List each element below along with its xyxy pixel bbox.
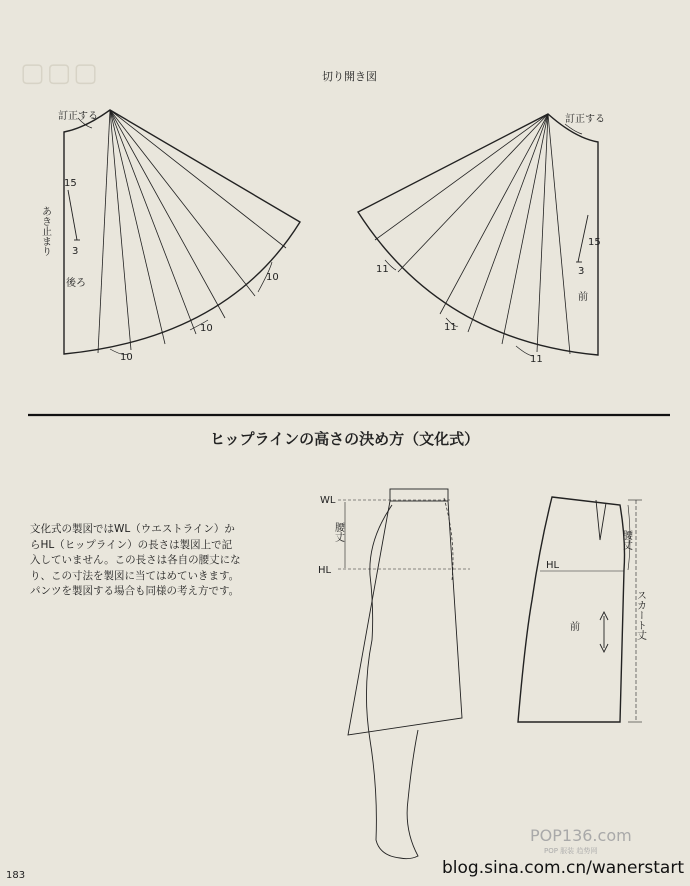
left-num-3: 3 [72,246,79,257]
left-num-10a: 10 [266,272,279,283]
right-num-11c: 11 [530,354,543,365]
body-skirt-figure [338,489,470,859]
hl-label-left: HL [318,565,332,576]
body-line: 入していません。この長さは各自の腰丈にな [30,554,241,566]
body-line: り、この寸法を製図に当てはめていきます。 [30,569,240,582]
right-num-3: 3 [578,266,585,277]
opening-end-label: あき止まり [39,206,51,256]
waist-length-label-left: 腰丈 [332,522,344,542]
body-line: らHL（ヒップライン）の長さは製図上で記 [30,538,233,551]
right-front-label: 前 [578,292,588,303]
left-num-10c: 10 [120,352,133,363]
section-heading: ヒップラインの高さの決め方（文化式） [210,430,480,448]
right-fan-piece [358,114,598,356]
source-url: blog.sina.com.cn/wanerstart [442,858,684,878]
waist-length-label-right: 腰丈 [620,530,632,550]
right-num-11a: 11 [376,264,389,275]
faint-background-text: ▢▢▢ [20,58,100,88]
skirt-length-label: スカート丈 [634,590,646,640]
body-line: パンツを製図する場合も同様の考え方です。 [30,585,240,597]
watermark-subtext: POP 服装 趋势网 [544,847,598,855]
explanation-paragraph [30,522,280,600]
front-label-pattern: 前 [570,622,580,633]
left-num-15: 15 [64,178,77,189]
watermark-logo: POP136.com [530,826,632,845]
body-line: 文化式の製図ではWL（ウエストライン）か [30,523,235,535]
right-num-11b: 11 [444,322,457,333]
opening-end-vertical-text [40,206,52,256]
left-correct-label: 訂正する [58,111,98,122]
hl-label-right: HL [546,560,560,571]
wl-label: WL [320,495,336,506]
left-num-10b: 10 [200,323,213,334]
left-back-label: 後ろ [66,278,86,289]
right-num-15: 15 [588,237,601,248]
cut-open-title: 切り開き図 [322,70,377,83]
page-number: 183 [6,870,26,881]
right-correct-label: 訂正する [565,114,605,125]
left-fan-piece [64,110,300,354]
